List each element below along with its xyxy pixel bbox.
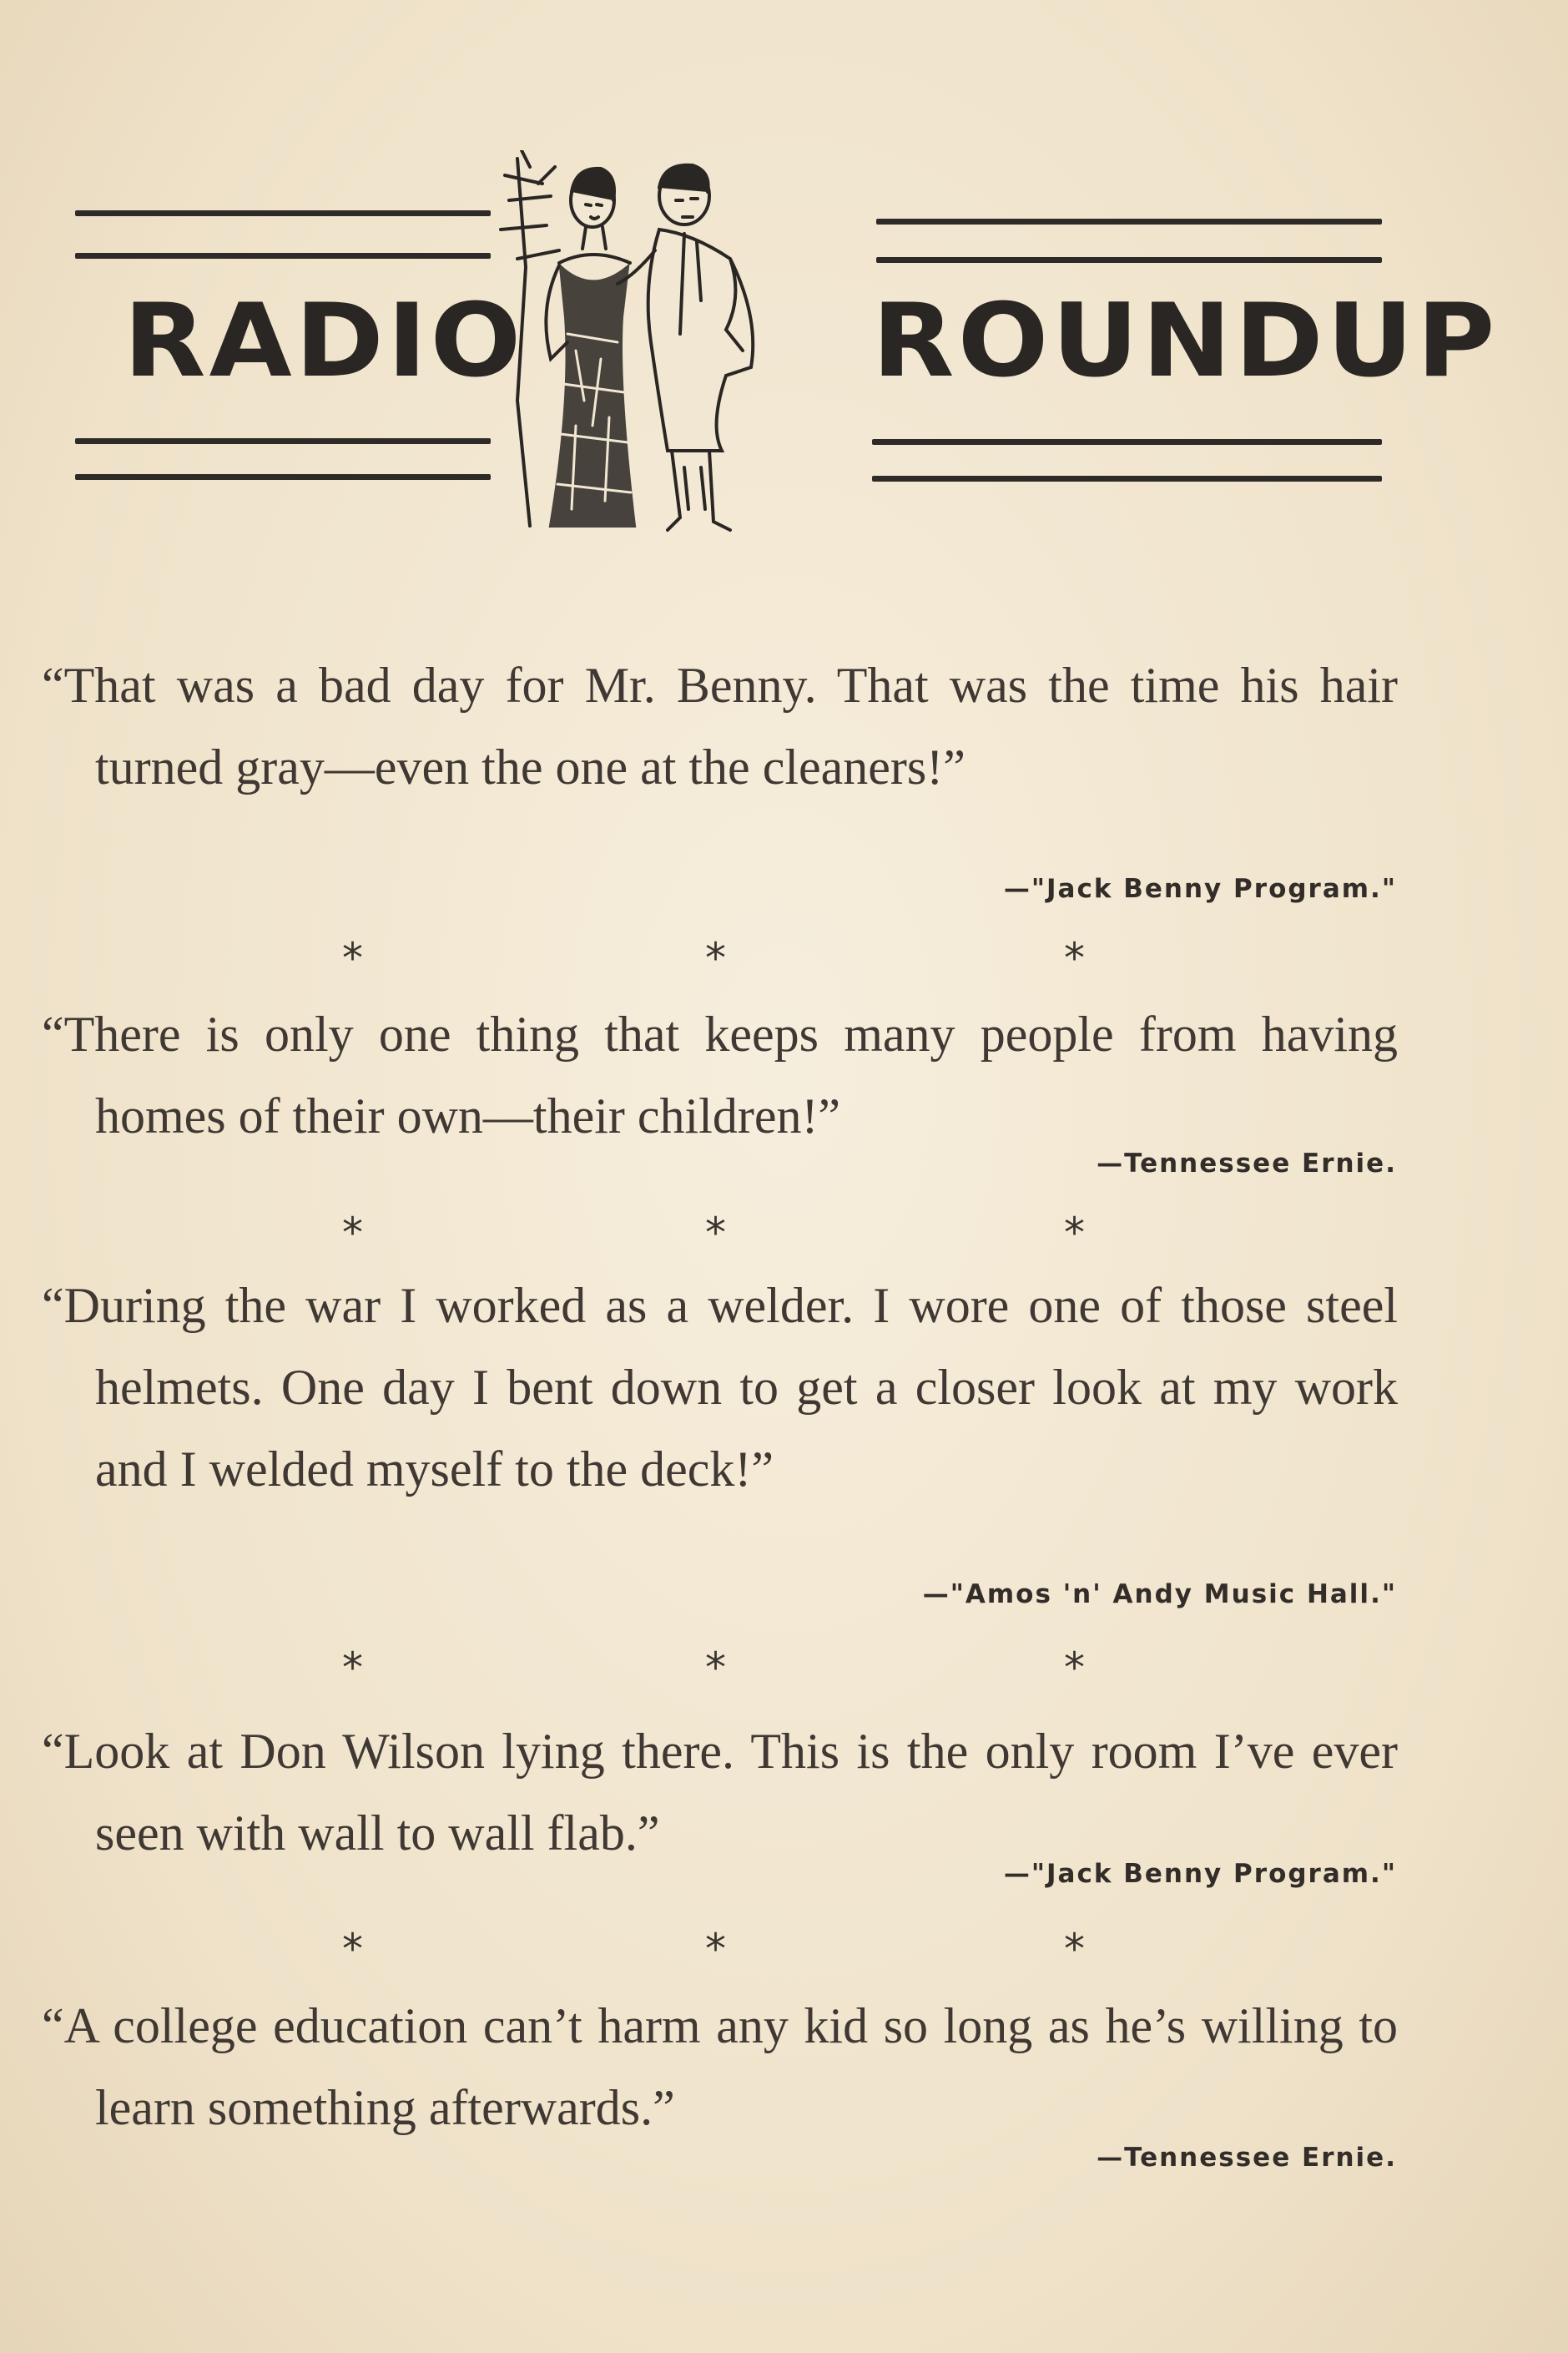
- attribution-1: —"Jack Benny Program.": [1003, 874, 1397, 904]
- title-roundup: ROUNDUP: [872, 281, 1499, 401]
- title-radio: RADIO: [124, 281, 525, 401]
- separator-star: *: [1064, 934, 1085, 982]
- separator-star: *: [705, 1209, 726, 1257]
- quote-3: [42, 1265, 1398, 1510]
- separator-4: [0, 1925, 1568, 1973]
- header-rule-left-bottom-1: [75, 438, 491, 444]
- couple-illustration: [492, 150, 826, 543]
- attribution-3: —"Amos 'n' Andy Music Hall.": [922, 1579, 1397, 1609]
- quote-3-text: “During the war I worked as a welder. I wore one of those steel helmets. One day I bent down to get a closer look at my work and I welded myself to the deck!”: [42, 1278, 1398, 1497]
- header-rule-right-bottom-1: [872, 439, 1382, 445]
- separator-star: *: [1064, 1209, 1085, 1257]
- separator-star: *: [342, 934, 363, 982]
- header-rule-left-bottom-2: [75, 474, 491, 480]
- header-rule-right-top-1: [876, 219, 1382, 225]
- header-rule-left-top-1: [75, 210, 491, 216]
- quote-2: [42, 993, 1398, 1157]
- quote-4-text: “Look at Don Wilson lying there. This is the only room I’ve ever seen with wall to wall flab.”: [42, 1724, 1398, 1861]
- separator-star: *: [342, 1209, 363, 1257]
- quote-5-text: “A college education can’t harm any kid so long as he’s willing to learn something afterwards.”: [42, 1998, 1398, 2135]
- quote-1-text: “That was a bad day for Mr. Benny. That was the time his hair turned gray—even the one at the cleaners!”: [42, 658, 1398, 795]
- quote-5: [42, 1985, 1398, 2149]
- attribution-2: —Tennessee Ernie.: [1097, 1149, 1397, 1179]
- separator-star: *: [342, 1925, 363, 1973]
- separator-star: *: [705, 934, 726, 982]
- attribution-4: —"Jack Benny Program.": [1003, 1859, 1397, 1889]
- separator-star: *: [705, 1644, 726, 1692]
- separator-star: *: [1064, 1925, 1085, 1973]
- quote-4: [42, 1710, 1398, 1874]
- separator-3: [0, 1644, 1568, 1692]
- header-rule-left-top-2: [75, 253, 491, 259]
- separator-star: *: [705, 1925, 726, 1973]
- attribution-5: —Tennessee Ernie.: [1097, 2143, 1397, 2173]
- separator-2: [0, 1209, 1568, 1257]
- separator-star: *: [1064, 1644, 1085, 1692]
- header-rule-right-bottom-2: [872, 476, 1382, 482]
- separator-star: *: [342, 1644, 363, 1692]
- header-rule-right-top-2: [876, 257, 1382, 263]
- quote-1: [42, 644, 1398, 808]
- separator-1: [0, 934, 1568, 982]
- quote-2-text: “There is only one thing that keeps many people from having homes of their own—their children!”: [42, 1007, 1398, 1144]
